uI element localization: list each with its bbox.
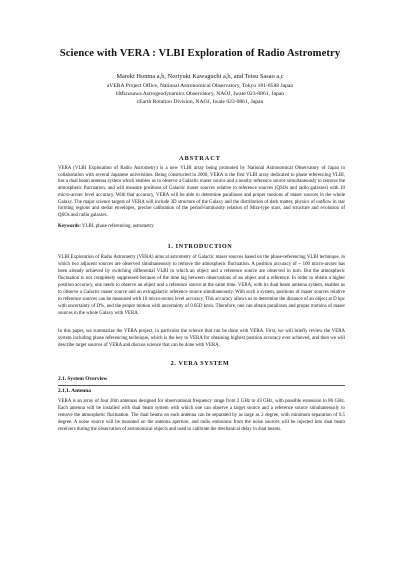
affiliation-a: aVERA Project Office, National Astronomical Observatory, Tokyo 181-8588 Japan: [106, 83, 294, 89]
keywords-line: [58, 224, 345, 229]
intro-paragraph-1: VLBI Exploration of Radio Astrometry (VERA) aims at astrometry of Galactic maser sources based on the phase-referencing VLBI technique, in which two adjacent sources are observed simultaneously to remove the atmospheric fluctuation. A position accuracy of ~ 100 micro-arcsec has been already achieved by switching differential VLBI in which an object and a reference source are observed in turn. But the atmospheric fluctuation is not completely suppressed because of the time lag between observations of an object and a reference. In order to obtain a higher position accuracy, one needs to observe an object and a reference source at the same time. VERA, with its dual beam antenna system, enables us to observe a Galactic maser source and an extragalactic reference source simultaneously. With such a system, positions of maser sources relative to reference sources can be measured with 10 micro-arcsec level accuracy. This accuracy allows us to determine the distance of an object at D kpc with uncertainty of D%, and the proper motion with uncertainty of 0.05D km/s. Therefore, one can obtain parallaxes and proper motions of maser sources in the whole Galaxy with VERA.: [58, 255, 345, 316]
abstract-text: VERA (VLBI Exploration of Radio Astrometry) is a new VLBI array being promoted by National Astronomical Observatory of Japan in collaboration with several Japanese universities. Being constructed in 2000, VERA is the first VLBI array dedicated to phase referencing VLBI, has a dual beam antenna system which enables us to observe a Galactic maser source and a nearby reference source simultaneously to remove the atmospheric fluctuation, and will measure positions of Galactic maser sources relative to reference sources (QSOs and radio galaxies) with 10 micro-arcsec level accuracy. With that accuracy, VERA will be able to determine parallaxes and proper motions of maser sources in the whole Galaxy. The major science targets of VERA will include 3D structure of the Galaxy and the distribution of dark matter, physics of outflow in star forming regions and stellar envelopes, precise calibration of the period-luminosity relation of Mira-type stars, and structure and evolution of QSOs and radio galaxies.: [58, 166, 345, 218]
section-heading-vera-system: 2. VERA SYSTEM: [170, 360, 230, 367]
subsubsection-heading-antenna: 2.1.1. Antenna: [58, 388, 91, 394]
keywords-label: Keywords:: [58, 224, 81, 229]
affiliation-c: cEarth Rotation Division, NAOJ, Iwate 023-0861, Japan: [136, 99, 264, 105]
paper-title: Science with VERA : VLBI Exploration of Radio Astrometry: [59, 48, 341, 59]
intro-paragraph-2: In this paper, we summarize the VERA project, in particular the science that can be done with VERA. First, we will briefly review the VERA system including phase referencing technique, which is the key to VERA for obtaining highest position accuracy ever achieved, and then we will describe target sources of VERA and discuss science that can be done with VERA.: [58, 329, 345, 348]
section-heading-introduction: 1. INTRODUCTION: [167, 243, 233, 250]
subsection-rule: [58, 385, 345, 386]
subsection-heading-system-overview: 2.1. System Overview: [58, 376, 108, 382]
author-list: Mareki Honma a,b, Noriyuki Kawaguchi a,b, and Tetsu Sasao a,c: [116, 73, 284, 80]
abstract-heading: ABSTRACT: [179, 155, 221, 162]
affiliation-b: bMizusawa Astrogeodynamics Observatory, NAOJ, Iwate 023-0861, Japan: [115, 91, 285, 97]
antenna-paragraph: VERA is an array of four 20m antennas designed for observational frequency range from 2 GHz to 43 GHz, with possible extension to 86 GHz. Each antenna will be installed with dual beam system with which one can observe a target source and a reference source simultaneously to remove the atmospheric fluctuation. The dual beams on each antenna can be separated by as large as 2 degree, with minimum separation of 0.5 degree. A noise source will be mounted on the antenna aperture, and radio emissions from the noise sources will be injected into dual beam receivers during the observation of astronomical objects and used to calibrate the mechanical delay in dual beams.: [58, 399, 345, 432]
keywords-text: VLBI, phase referencing, astrometry: [81, 224, 154, 229]
